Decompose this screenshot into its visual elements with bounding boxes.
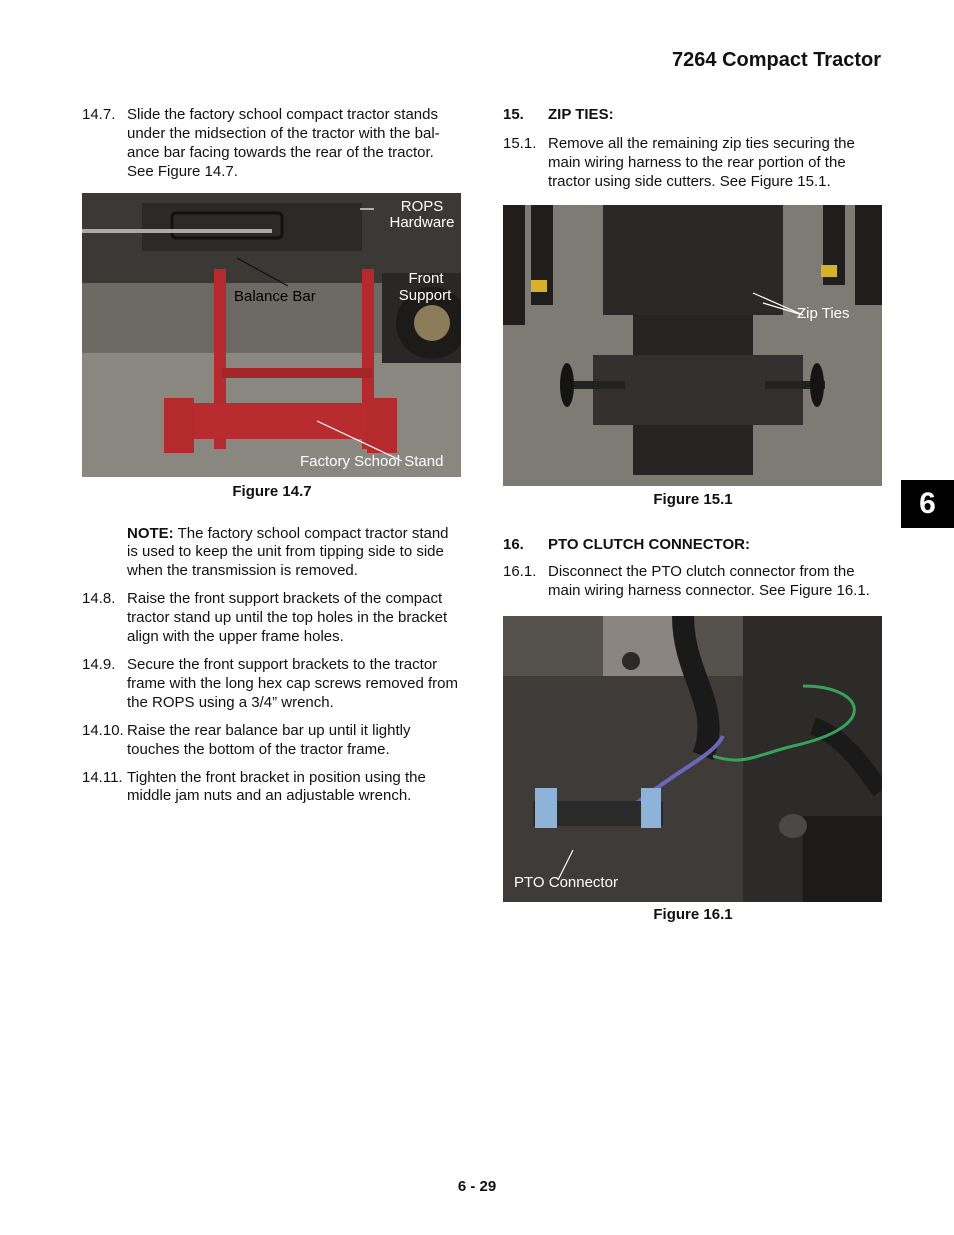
step-14-9 [82, 656, 462, 713]
left-column [82, 106, 462, 806]
section-16-title [503, 536, 883, 555]
section-15-title [503, 106, 883, 125]
step-14-8 [82, 590, 462, 647]
step-14-7 [82, 106, 462, 182]
section-title-text: PTO CLUTCH CONNECTOR: [548, 535, 750, 553]
figure-16-1 [503, 616, 882, 902]
label-balance-bar: Balance Bar [234, 287, 316, 305]
note-paragraph [82, 525, 462, 582]
label-pto-connector: PTO Connector [514, 874, 618, 892]
step-14-11 [82, 769, 462, 807]
step-16-1 [503, 563, 883, 601]
step-text: Raise the rear balance bar up until it lightly touches the bottom of the tractor frame. [127, 721, 411, 758]
zip-ties-photo [503, 205, 882, 486]
label-zip-ties: Zip Ties [797, 304, 850, 322]
figure-15-1-caption: Figure 15.1 [653, 490, 733, 508]
step-text: Tighten the front bracket in position using the middle jam nuts and an adjustable wrench. [127, 768, 426, 805]
section-number: 16. [503, 535, 524, 553]
label-front: Front [408, 269, 444, 287]
page-header-title: 7264 Compact Tractor [672, 49, 881, 71]
tractor-stand-photo [82, 193, 461, 477]
chapter-tab: 6 [901, 480, 954, 528]
figure-14-7-caption: Figure 14.7 [232, 482, 312, 500]
section-title-text: ZIP TIES: [548, 106, 614, 123]
step-text: Slide the factory school compact tractor stands under the midsection of the tractor with the bal-ance bar facing towards the rear of the tractor. See Figure 14.7. [127, 106, 440, 180]
step-text: Raise the front support brackets of the compact tractor stand up until the top holes in the bracket align with the upper frame holes. [127, 590, 448, 646]
step-number: 15.1. [503, 134, 537, 152]
step-text: Remove all the remaining zip ties securing the main wiring harness to the rear portion of the tractor using side cutters. See Figure 15.1. [548, 134, 855, 190]
label-support: Support [398, 286, 452, 304]
right-column [503, 106, 883, 925]
step-number: 14.10. [82, 721, 124, 739]
page-number: 6 - 29 [457, 1178, 497, 1195]
label-rops: ROPS [400, 197, 444, 215]
step-14-10 [82, 722, 462, 760]
figure-15-1 [503, 205, 882, 486]
pto-connector-photo [503, 616, 882, 902]
figure-16-1-caption: Figure 16.1 [653, 906, 733, 924]
step-text: Secure the front support brackets to the tractor frame with the long hex cap screws removed from the ROPS using a 3/4” wrench. [127, 655, 458, 711]
step-number: 14.11. [82, 768, 123, 786]
step-number: 16.1. [503, 563, 537, 581]
step-number: 14.8. [82, 590, 116, 608]
section-number: 15. [503, 106, 524, 123]
step-number: 14.9. [82, 655, 116, 673]
label-factory-school-stand: Factory School Stand [300, 452, 444, 470]
step-number: 14.7. [82, 106, 116, 123]
note-label: NOTE: [127, 524, 174, 542]
label-hardware: Hardware [389, 213, 455, 231]
step-text: Disconnect the PTO clutch connector from the main wiring harness connector. See Figure 16.1. [548, 563, 870, 600]
note-text: The factory school compact tractor stand is used to keep the unit from tipping side to side when the transmission is removed. [127, 524, 449, 580]
figure-14-7 [82, 193, 461, 477]
step-15-1 [503, 135, 883, 192]
